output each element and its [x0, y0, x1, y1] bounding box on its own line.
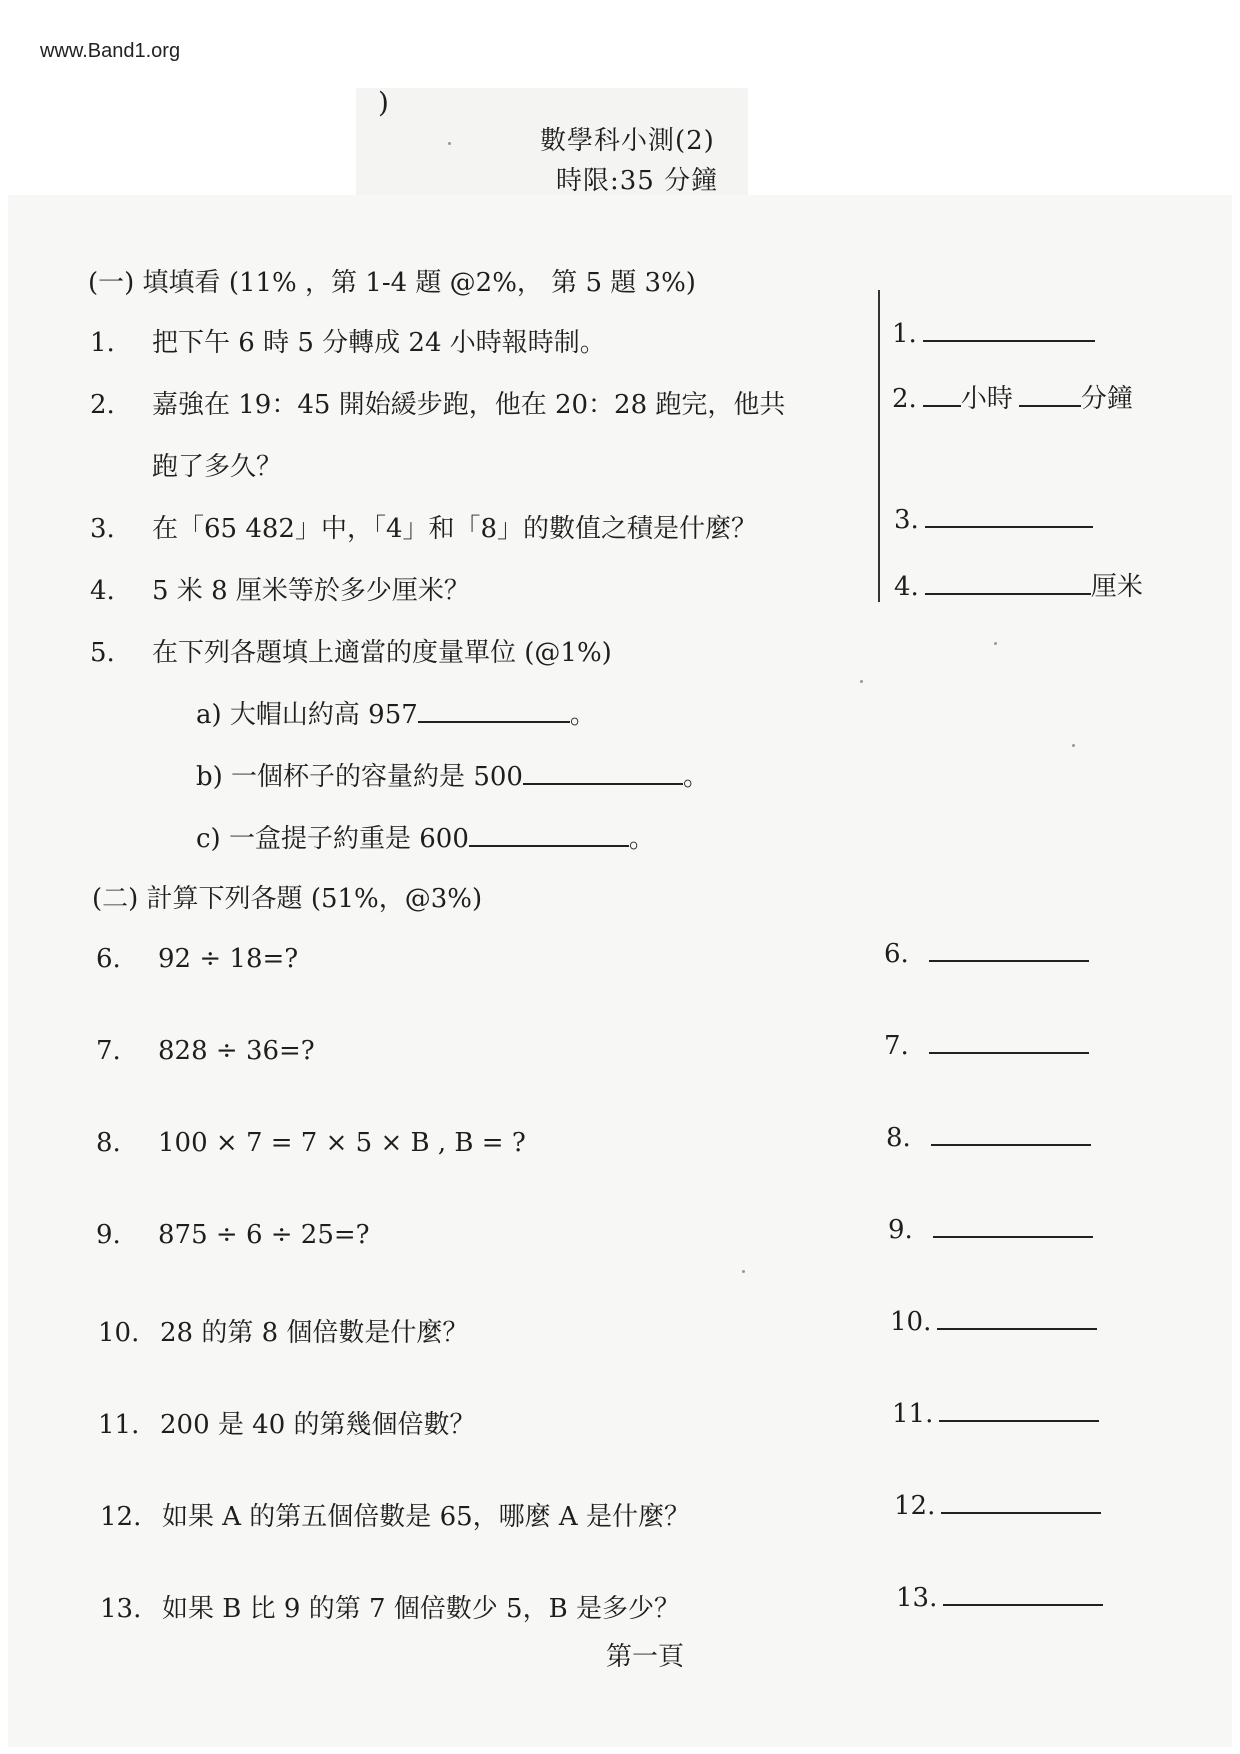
question-number: 11. [98, 1410, 140, 1440]
answer-blank[interactable] [418, 699, 570, 723]
sub-item-a [196, 694, 596, 731]
scan-speck [1072, 744, 1075, 747]
page-title: 數學科小測(2) [540, 126, 715, 156]
question-1 [90, 322, 606, 359]
answer-9 [888, 1214, 1093, 1245]
answer-12 [894, 1490, 1101, 1521]
answer-2 [892, 378, 1133, 415]
question-2-continued: 跑了多久？ [152, 452, 283, 482]
answer-blank[interactable] [937, 1306, 1097, 1330]
answer-number: 10. [890, 1307, 932, 1337]
answer-blank[interactable] [923, 318, 1095, 342]
question-text: 把下午 6 時 5 分轉成 24 小時報時制。 [152, 328, 606, 358]
answer-number: 3. [894, 505, 919, 535]
unit-cm: 厘米 [1090, 572, 1143, 602]
answer-blank[interactable] [925, 571, 1091, 595]
sub-item-end: 。 [628, 824, 655, 854]
answer-number: 9. [888, 1215, 913, 1245]
sub-item-end: 。 [682, 762, 709, 792]
answer-blank[interactable] [925, 504, 1093, 528]
question-10 [98, 1312, 468, 1349]
question-text: 828 ÷ 36=? [158, 1036, 315, 1066]
answer-blank[interactable] [523, 761, 683, 785]
time-limit: 時限:35 分鐘 [556, 166, 719, 196]
question-number: 9. [96, 1220, 121, 1250]
question-text: 5 米 8 厘米等於多少厘米？ [152, 576, 470, 606]
question-9 [96, 1220, 370, 1250]
question-number: 2. [90, 390, 115, 420]
sub-item-text: a) 大帽山約高 957 [196, 700, 418, 730]
header-paren: ) [378, 86, 389, 119]
answer-number: 11. [892, 1399, 934, 1429]
answer-number: 13. [896, 1583, 938, 1613]
answer-blank[interactable] [931, 1122, 1091, 1146]
sub-item-c [196, 818, 655, 855]
answer-13 [896, 1582, 1103, 1613]
scan-speck [994, 642, 997, 645]
answer-blank[interactable] [929, 1030, 1089, 1054]
question-number: 10. [98, 1318, 140, 1348]
page-footer: 第一頁 [606, 1642, 685, 1672]
answer-blank[interactable] [933, 1214, 1093, 1238]
question-12 [100, 1496, 690, 1533]
question-2 [90, 384, 785, 421]
question-text: 28 的第 8 個倍數是什麼？ [160, 1318, 469, 1348]
answer-blank[interactable] [943, 1582, 1103, 1606]
answer-1 [892, 318, 1095, 349]
question-text: 875 ÷ 6 ÷ 25=? [158, 1220, 370, 1250]
scan-speck [860, 680, 863, 683]
answer-blank[interactable] [469, 823, 629, 847]
question-text: 100 × 7 = 7 × 5 × B , B = ? [158, 1128, 526, 1158]
answer-blank[interactable] [929, 938, 1089, 962]
answer-number: 8. [886, 1123, 911, 1153]
answer-number: 4. [894, 572, 919, 602]
answer-4 [894, 566, 1143, 603]
answer-8 [886, 1122, 1091, 1153]
question-text: 嘉強在 19：45 開始緩步跑，他在 20：28 跑完，他共 [152, 390, 786, 420]
answer-number: 6. [884, 939, 909, 969]
question-text: 在下列各題填上適當的度量單位 (@1%) [152, 638, 612, 668]
question-number: 12. [100, 1502, 142, 1532]
question-3 [90, 508, 757, 545]
question-6 [96, 944, 298, 974]
question-5 [90, 632, 612, 669]
question-text: 在「65 482」中，「4」和「8」的數值之積是什麼？ [152, 514, 758, 544]
answer-7 [884, 1030, 1089, 1061]
scan-speck [448, 142, 451, 145]
question-7 [96, 1036, 315, 1066]
question-number: 3. [90, 514, 115, 544]
sub-item-b [196, 756, 709, 793]
answer-number: 7. [884, 1031, 909, 1061]
answer-3 [894, 504, 1093, 535]
question-number: 13. [100, 1594, 142, 1624]
question-8 [96, 1128, 526, 1158]
question-number: 8. [96, 1128, 121, 1158]
question-text: 如果 B 比 9 的第 7 個倍數少 5，B 是多少？ [162, 1594, 680, 1624]
question-text: 200 是 40 的第幾個倍數？ [160, 1410, 476, 1440]
question-11 [98, 1404, 476, 1441]
hours-blank[interactable] [923, 383, 961, 407]
answer-number: 12. [894, 1491, 936, 1521]
answer-blank[interactable] [939, 1398, 1099, 1422]
answer-number: 1. [892, 319, 917, 349]
watermark-text: www.Band1.org [40, 40, 181, 62]
question-number: 1. [90, 328, 115, 358]
question-text: 如果 A 的第五個倍數是 65，哪麼 A 是什麼？ [162, 1502, 690, 1532]
question-4 [90, 570, 470, 607]
question-number: 5. [90, 638, 115, 668]
section2-heading: (二) 計算下列各題 (51%，@3%) [92, 884, 483, 914]
answer-11 [892, 1398, 1099, 1429]
answer-blank[interactable] [941, 1490, 1101, 1514]
unit-hours: 小時 [960, 384, 1013, 414]
question-number: 7. [96, 1036, 121, 1066]
scan-speck [742, 1270, 745, 1273]
sub-item-end: 。 [569, 700, 596, 730]
question-13 [100, 1588, 680, 1625]
answer-10 [890, 1306, 1097, 1337]
answer-column-divider [878, 290, 880, 602]
answer-number: 2. [892, 384, 917, 414]
answer-6 [884, 938, 1089, 969]
minutes-blank[interactable] [1019, 383, 1081, 407]
question-number: 4. [90, 576, 115, 606]
sub-item-text: b) 一個杯子的容量約是 500 [196, 762, 523, 792]
question-number: 6. [96, 944, 121, 974]
unit-minutes: 分鐘 [1080, 384, 1133, 414]
question-text: 92 ÷ 18=? [158, 944, 299, 974]
sub-item-text: c) 一盒提子約重是 600 [196, 824, 469, 854]
section1-heading: (一) 填填看 (11% ，第 1-4 題 @2%， 第 5 題 3%) [88, 268, 696, 298]
